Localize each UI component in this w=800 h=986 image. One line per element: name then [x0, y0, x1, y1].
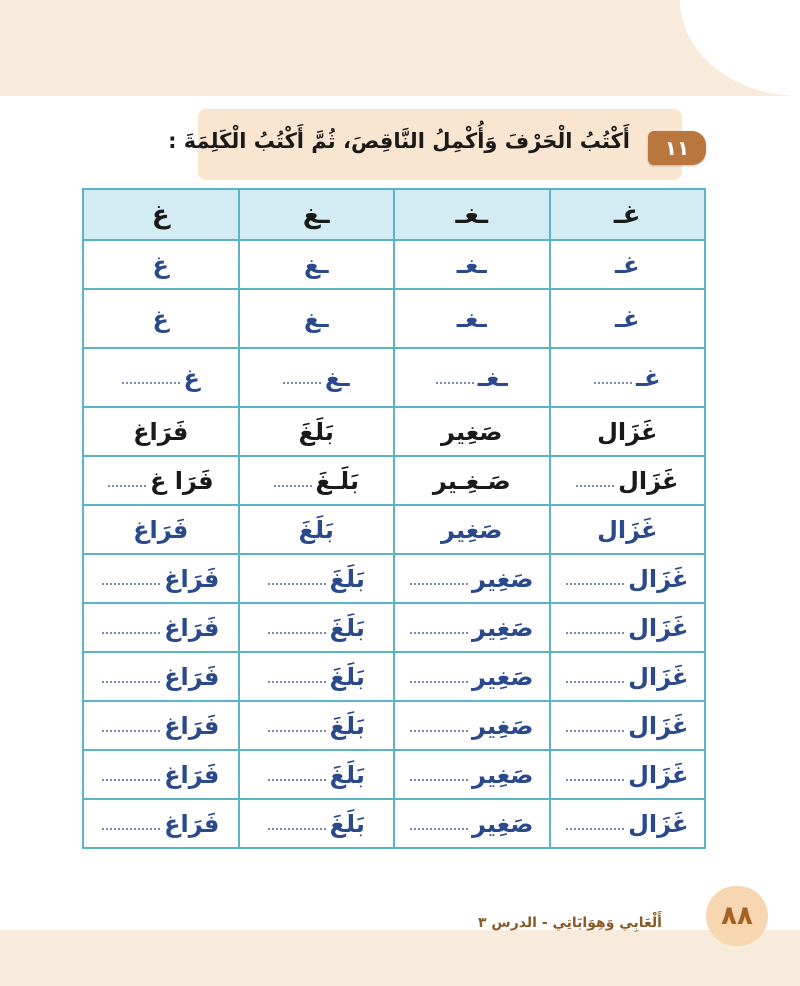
instruction-text: أَكْتُبُ الْحَرْفَ وَأُكْمِلُ النَّاقِصَ، ثُمَّ أَكْتُبُ الْكَلِمَةَ : [168, 129, 630, 153]
dotted-writing-line [102, 730, 160, 732]
dotted-writing-line [108, 485, 146, 487]
dotted-writing-line [566, 632, 624, 634]
writing-practice-table [82, 188, 706, 849]
word-practice-row [83, 554, 705, 603]
word-trace-guide: فَرَاغ [164, 809, 220, 838]
word-practice-row [83, 750, 705, 799]
dotted-writing-line [102, 779, 160, 781]
dotted-writing-line [436, 382, 474, 384]
letter-practice-cell[interactable] [239, 348, 395, 407]
word-practice-row [83, 799, 705, 848]
word-practice-row [83, 652, 705, 701]
word-practice-cell[interactable] [550, 701, 706, 750]
split-word-cell[interactable] [239, 456, 395, 505]
letter-practice-row [83, 348, 705, 407]
letter-trace-cell[interactable]: غـ [550, 289, 706, 348]
dotted-writing-line [410, 730, 468, 732]
dotted-writing-line [566, 730, 624, 732]
dotted-writing-line [576, 485, 614, 487]
letter-trace-row [83, 289, 705, 348]
dotted-writing-line [122, 382, 180, 384]
dotted-writing-line [566, 779, 624, 781]
dotted-writing-line [102, 583, 160, 585]
split-word: فَرَا غ [149, 466, 214, 495]
word-practice-cell[interactable] [239, 554, 395, 603]
word-trace-guide: بَلَغَ [329, 760, 365, 789]
word-trace-guide: صَغِير [472, 809, 534, 838]
word-practice-row [83, 701, 705, 750]
header-cell-medial: ـغـ [394, 189, 550, 240]
model-word-cell: غَزَال [550, 407, 706, 456]
dotted-writing-line [410, 681, 468, 683]
letter-trace-cell[interactable]: ـغـ [394, 289, 550, 348]
header-cell-final-connected: ـغ [239, 189, 395, 240]
letter-trace-cell[interactable]: غ [83, 289, 239, 348]
word-practice-cell[interactable] [239, 701, 395, 750]
word-practice-cell[interactable] [394, 603, 550, 652]
dotted-writing-line [566, 681, 624, 683]
page-number: ٨٨ [706, 886, 768, 946]
letter-practice-cell[interactable] [394, 348, 550, 407]
top-decorative-band [0, 0, 800, 96]
word-trace-row [83, 505, 705, 554]
dotted-writing-line [268, 583, 326, 585]
footer-decorative-band [0, 930, 800, 986]
letter-trace-row [83, 240, 705, 289]
dotted-writing-line [102, 681, 160, 683]
split-word: غَزَال [618, 466, 679, 495]
table-header-row [83, 189, 705, 240]
word-practice-cell[interactable] [239, 652, 395, 701]
word-trace-guide: بَلَغَ [329, 564, 365, 593]
model-word-cell: فَرَاغ [83, 407, 239, 456]
model-word-cell: بَلَغَ [239, 407, 395, 456]
header-cell-initial: غـ [550, 189, 706, 240]
model-word-cell: صَغِير [394, 407, 550, 456]
dotted-writing-line [268, 632, 326, 634]
word-trace-guide: صَغِير [472, 760, 534, 789]
letter-trace-cell[interactable]: ـغـ [394, 240, 550, 289]
letter-trace-cell[interactable]: غ [83, 240, 239, 289]
letter-trace-guide: غـ [635, 363, 661, 392]
dotted-writing-line [566, 583, 624, 585]
dotted-writing-line [268, 730, 326, 732]
split-word-cell[interactable]: صَـغِـير [394, 456, 550, 505]
word-practice-cell[interactable] [550, 750, 706, 799]
split-word-cell[interactable] [83, 456, 239, 505]
word-trace-guide: غَزَال [628, 760, 689, 789]
model-word-row [83, 407, 705, 456]
dotted-writing-line [268, 828, 326, 830]
dotted-writing-line [566, 828, 624, 830]
word-trace-guide: فَرَاغ [164, 564, 220, 593]
word-practice-cell[interactable] [239, 799, 395, 848]
dotted-writing-line [410, 632, 468, 634]
dotted-writing-line [268, 779, 326, 781]
word-trace-guide: غَزَال [628, 564, 689, 593]
word-trace-guide: فَرَاغ [164, 760, 220, 789]
exercise-number-badge: ١١ [648, 131, 706, 165]
word-trace-guide: غَزَال [628, 809, 689, 838]
letter-practice-cell[interactable] [83, 348, 239, 407]
lesson-title: أَلْعَابِي وَهِوَايَاتِي - الدرس ٣ [478, 915, 662, 931]
header-cell-isolated: غ [83, 189, 239, 240]
word-trace-guide: غَزَال [628, 613, 689, 642]
word-trace-cell[interactable]: صَغِير [394, 505, 550, 554]
word-trace-guide: بَلَغَ [329, 809, 365, 838]
split-word-row [83, 456, 705, 505]
word-practice-cell[interactable] [550, 652, 706, 701]
letter-trace-guide: غ [183, 363, 200, 392]
dotted-writing-line [410, 583, 468, 585]
dotted-writing-line [102, 632, 160, 634]
dotted-writing-line [102, 828, 160, 830]
word-trace-cell[interactable]: فَرَاغ [83, 505, 239, 554]
letter-trace-cell[interactable]: ـغ [239, 289, 395, 348]
word-trace-guide: فَرَاغ [164, 613, 220, 642]
dotted-writing-line [410, 779, 468, 781]
split-word-cell[interactable] [550, 456, 706, 505]
word-practice-cell[interactable] [394, 701, 550, 750]
dotted-writing-line [283, 382, 321, 384]
letter-trace-cell[interactable]: غـ [550, 240, 706, 289]
word-trace-guide: غَزَال [628, 711, 689, 740]
word-practice-cell[interactable] [394, 554, 550, 603]
word-trace-cell[interactable]: بَلَغَ [239, 505, 395, 554]
word-practice-row [83, 603, 705, 652]
dotted-writing-line [410, 828, 468, 830]
word-practice-cell[interactable] [83, 652, 239, 701]
word-practice-cell[interactable] [83, 750, 239, 799]
word-practice-cell[interactable] [550, 554, 706, 603]
word-practice-cell[interactable] [394, 750, 550, 799]
dotted-writing-line [268, 681, 326, 683]
word-practice-cell[interactable] [83, 799, 239, 848]
letter-trace-guide: ـغـ [477, 363, 508, 392]
word-practice-cell[interactable] [83, 554, 239, 603]
word-trace-guide: صَغِير [472, 662, 534, 691]
dotted-writing-line [594, 382, 632, 384]
word-trace-guide: صَغِير [472, 711, 534, 740]
letter-trace-guide: ـغ [324, 363, 350, 392]
letter-trace-cell[interactable]: ـغ [239, 240, 395, 289]
word-trace-guide: بَلَغَ [329, 662, 365, 691]
word-trace-guide: فَرَاغ [164, 711, 220, 740]
word-trace-guide: فَرَاغ [164, 662, 220, 691]
split-word: بَلَـغَ [315, 466, 359, 495]
word-practice-cell[interactable] [394, 652, 550, 701]
word-practice-cell[interactable] [550, 603, 706, 652]
word-trace-guide: صَغِير [472, 613, 534, 642]
dotted-writing-line [274, 485, 312, 487]
word-practice-cell[interactable] [83, 603, 239, 652]
word-trace-guide: صَغِير [472, 564, 534, 593]
word-practice-cell[interactable] [550, 799, 706, 848]
word-practice-cell[interactable] [394, 799, 550, 848]
word-trace-guide: بَلَغَ [329, 711, 365, 740]
word-practice-cell[interactable] [83, 701, 239, 750]
word-practice-cell[interactable] [239, 603, 395, 652]
letter-practice-cell[interactable] [550, 348, 706, 407]
instruction-box [168, 109, 690, 180]
word-trace-guide: غَزَال [628, 662, 689, 691]
word-practice-cell[interactable] [239, 750, 395, 799]
word-trace-cell[interactable]: غَزَال [550, 505, 706, 554]
word-trace-guide: بَلَغَ [329, 613, 365, 642]
